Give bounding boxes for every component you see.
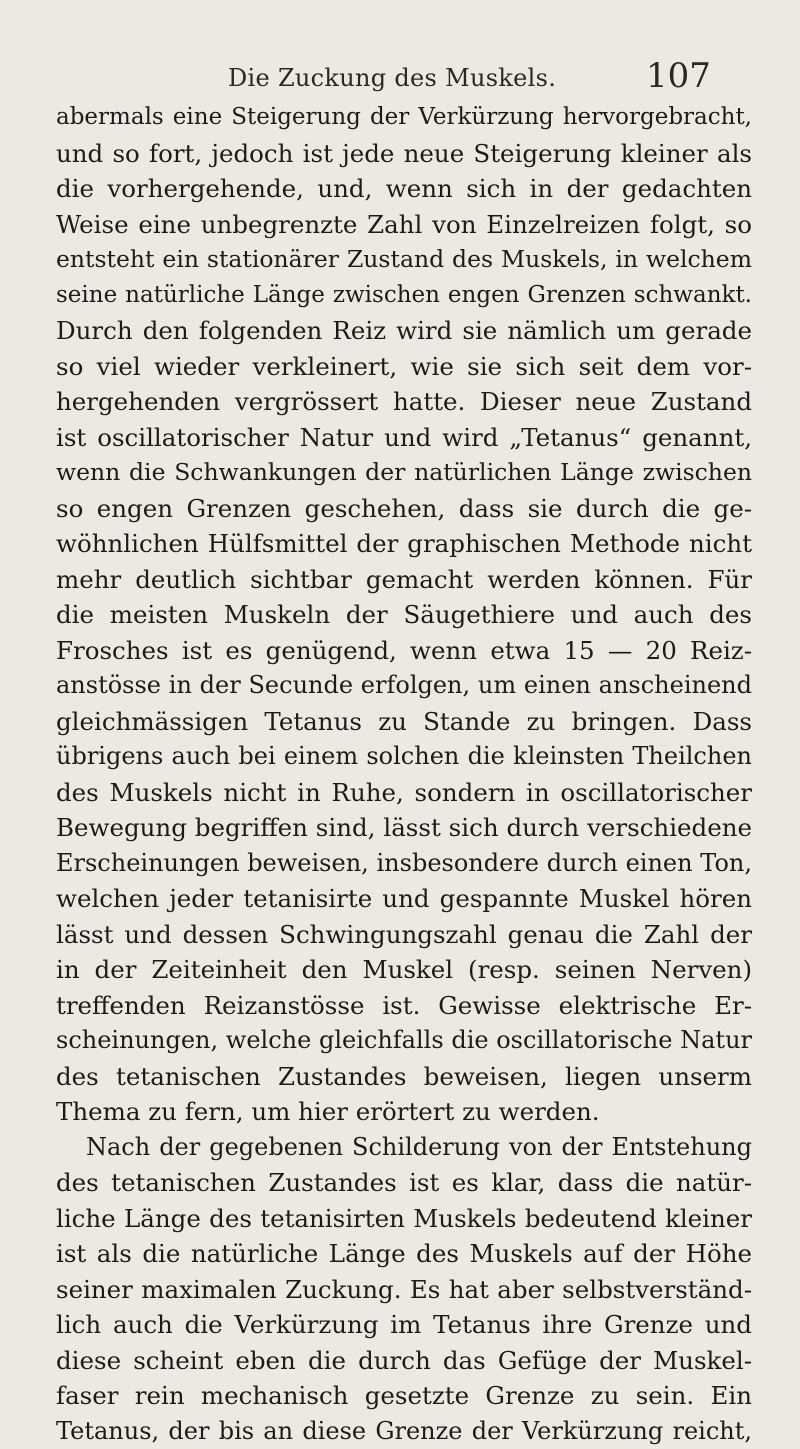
text-line: lässt und dessen Schwingungszahl genau die Zahl der <box>56 917 752 953</box>
text-line: so engen Grenzen geschehen, dass sie durch die ge- <box>56 491 752 527</box>
text-line: ist oscillatorischer Natur und wird „Tetanus“ genannt, <box>56 420 752 456</box>
text-line: welchen jeder tetanisirte und gespannte Muskel hören <box>56 881 752 917</box>
text-line: faser rein mechanisch gesetzte Grenze zu sein. Ein <box>56 1378 752 1414</box>
text-line: gleichmässigen Tetanus zu Stande zu bringen. Dass <box>56 704 752 740</box>
text-line: des tetanischen Zustandes beweisen, liegen unserm <box>56 1059 752 1095</box>
text-line: Durch den folgenden Reiz wird sie nämlich um gerade <box>56 313 752 349</box>
text-line: des tetanischen Zustandes ist es klar, dass die natür- <box>56 1165 752 1201</box>
page-header <box>0 52 800 92</box>
text-line: in der Zeiteinheit den Muskel (resp. seinen Nerven) <box>56 952 752 988</box>
text-line: wöhnlichen Hülfsmittel der graphischen Methode nicht <box>56 526 752 562</box>
text-line: lich auch die Verkürzung im Tetanus ihre Grenze und <box>56 1307 752 1343</box>
body-text <box>56 100 752 1449</box>
text-line: Thema zu fern, um hier erörtert zu werden. <box>56 1094 752 1130</box>
text-line: des Muskels nicht in Ruhe, sondern in oscillatorischer <box>56 775 752 811</box>
page-number: 107 <box>646 56 711 96</box>
text-line: Bewegung begriffen sind, lässt sich durch verschiedene <box>56 810 752 846</box>
text-line: Tetanus, der bis an diese Grenze der Verkürzung reicht, <box>56 1414 752 1449</box>
text-line: seiner maximalen Zuckung. Es hat aber selbstverständ- <box>56 1272 752 1308</box>
running-head: Die Zuckung des Muskels. <box>228 64 556 92</box>
text-line: übrigens auch bei einem solchen die kleinsten Theilchen <box>56 739 752 775</box>
text-line: Frosches ist es genügend, wenn etwa 15 — 20 Reiz- <box>56 633 752 669</box>
text-line: liche Länge des tetanisirten Muskels bedeutend kleiner <box>56 1201 752 1237</box>
text-line: so viel wieder verkleinert, wie sie sich seit dem vor- <box>56 349 752 385</box>
text-line: abermals eine Steigerung der Verkürzung hervorgebracht, <box>56 100 752 136</box>
text-line: anstösse in der Secunde erfolgen, um einen anscheinend <box>56 668 752 704</box>
text-line: entsteht ein stationärer Zustand des Muskels, in welchem <box>56 242 752 278</box>
text-line: mehr deutlich sichtbar gemacht werden können. Für <box>56 562 752 598</box>
text-line: Nach der gegebenen Schilderung von der Entstehung <box>56 1130 752 1166</box>
text-line: ist als die natürliche Länge des Muskels auf der Höhe <box>56 1236 752 1272</box>
text-line: treffenden Reizanstösse ist. Gewisse elektrische Er- <box>56 988 752 1024</box>
text-line: hergehenden vergrössert hatte. Dieser neue Zustand <box>56 384 752 420</box>
paragraph <box>56 100 752 1130</box>
text-line: die vorhergehende, und, wenn sich in der gedachten <box>56 171 752 207</box>
text-line: seine natürliche Länge zwischen engen Grenzen schwankt. <box>56 278 752 314</box>
text-line: die meisten Muskeln der Säugethiere und auch des <box>56 597 752 633</box>
text-line: diese scheint eben die durch das Gefüge der Muskel- <box>56 1343 752 1379</box>
text-line: scheinungen, welche gleichfalls die oscillatorische Natur <box>56 1023 752 1059</box>
text-line: Weise eine unbegrenzte Zahl von Einzelreizen folgt, so <box>56 207 752 243</box>
text-line: Erscheinungen beweisen, insbesondere durch einen Ton, <box>56 846 752 882</box>
paragraph <box>56 1130 752 1449</box>
text-line: und so fort, jedoch ist jede neue Steigerung kleiner als <box>56 136 752 172</box>
text-line: wenn die Schwankungen der natürlichen Länge zwischen <box>56 455 752 491</box>
